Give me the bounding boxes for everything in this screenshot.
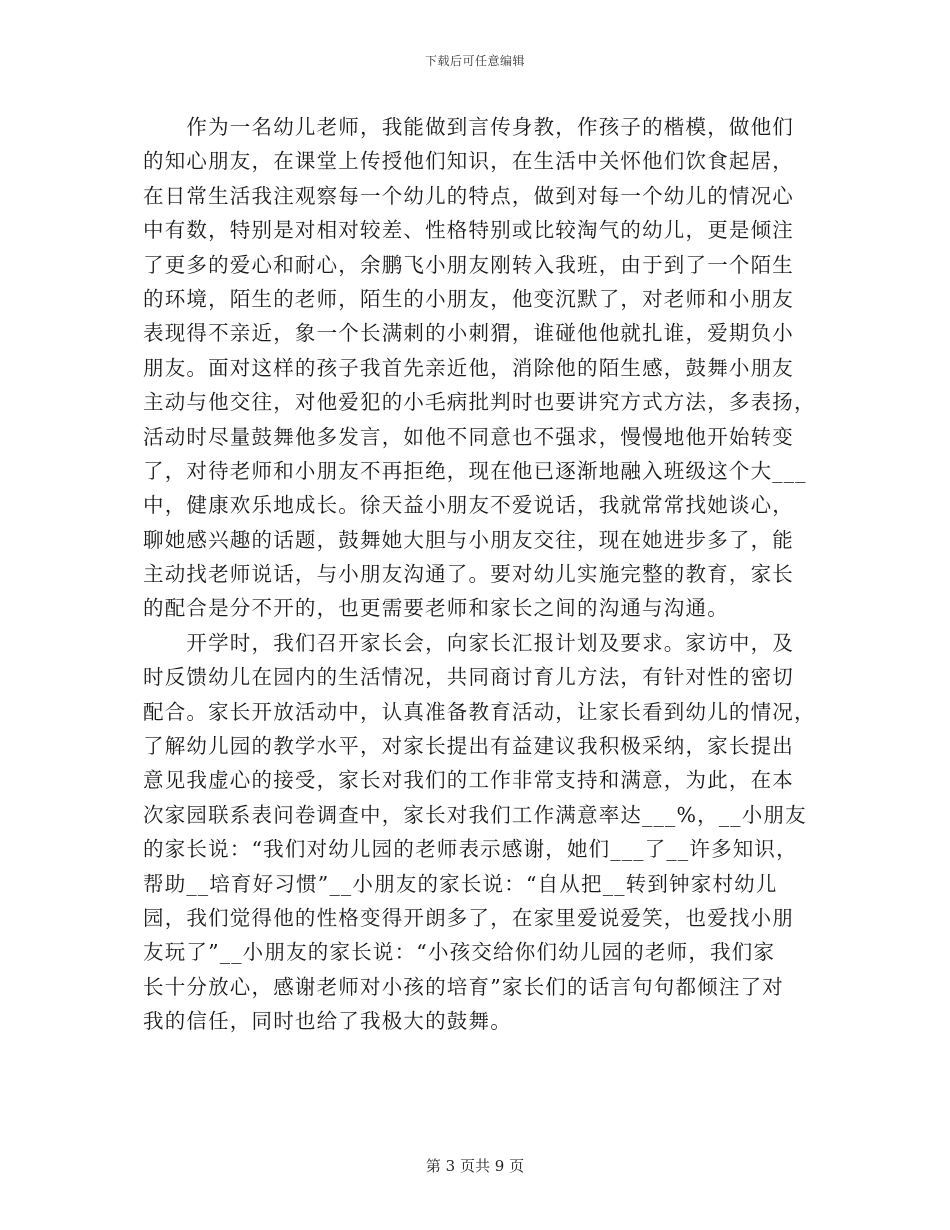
- text-line: 中有数，特别是对相对较差、性格特别或比较淘气的幼儿，更是倾注: [143, 218, 794, 243]
- text-line: 中，健康欢乐地成长。徐天益小朋友不爱说话，我就常常找她谈心，: [143, 493, 794, 518]
- text-line: 开学时，我们召开家长会，向家长汇报计划及要求。家访中，及: [143, 630, 794, 655]
- text-line: 的家长说：“我们对幼儿园的老师表示感谢，她们___了__许多知识，: [143, 837, 798, 862]
- text-line: 园，我们觉得他的性格变得开朗多了，在家里爱说爱笑，也爱找小朋: [143, 905, 794, 930]
- text-line: 长十分放心，感谢老师对小孩的培育”家长们的话言句句都倾注了对: [143, 974, 784, 999]
- text-line: 友玩了”__小朋友的家长说：“小孩交给你们幼儿园的老师，我们家: [143, 940, 776, 965]
- page-header: 下载后可任意编辑: [424, 54, 525, 68]
- text-line: 了解幼儿园的教学水平，对家长提出有益建议我积极采纳，家长提出: [143, 734, 794, 759]
- text-line: 了更多的爱心和耐心，余鹏飞小朋友刚转入我班，由于到了一个陌生: [143, 252, 794, 277]
- page-number-footer: 第 3 页共 9 页: [425, 1157, 525, 1175]
- text-line: 的环境，陌生的老师，陌生的小朋友，他变沉默了，对老师和小朋友: [143, 286, 794, 311]
- text-line: 时反馈幼儿在园内的生活情况，共同商讨育儿方法，有针对性的密切: [143, 665, 794, 690]
- text-line: 聊她感兴趣的话题，鼓舞她大胆与小朋友交往，现在她进步多了，能: [143, 527, 794, 552]
- text-line: 主动与他交往，对他爱犯的小毛病批判时也要讲究方式方法，多表扬，: [143, 390, 816, 415]
- text-line: 在日常生活我注观察每一个幼儿的特点，做到对每一个幼儿的情况心: [143, 183, 794, 208]
- text-line: 配合。家长开放活动中，认真准备教育活动，让家长看到幼儿的情况，: [143, 699, 816, 724]
- text-line: 次家园联系表问卷调查中，家长对我们工作满意率达___%，__小朋友: [143, 802, 807, 827]
- text-line: 的配合是分不开的，也更需要老师和家长之间的沟通与沟通。: [143, 596, 729, 621]
- text-line: 意见我虚心的接受，家长对我们的工作非常支持和满意，为此，在本: [143, 768, 794, 793]
- text-line: 主动找老师说话，与小朋友沟通了。要对幼儿实施完整的教育，家长: [143, 562, 794, 587]
- text-line: 的知心朋友，在课堂上传授他们知识，在生活中关怀他们饮食起居，: [143, 149, 794, 174]
- document-body: [143, 110, 816, 1039]
- text-line: 表现得不亲近，象一个长满刺的小刺猬，谁碰他他就扎谁，爱期负小: [143, 321, 794, 346]
- text-line: 帮助__培育好习惯”__小朋友的家长说：“自从把__转到钟家村幼儿: [143, 871, 778, 896]
- text-line: 活动时尽量鼓舞他多发言，如他不同意也不强求，慢慢地他开始转变: [143, 424, 794, 449]
- text-line: 朋友。面对这样的孩子我首先亲近他，消除他的陌生感，鼓舞小朋友: [143, 355, 794, 380]
- text-line: 我的信任，同时也给了我极大的鼓舞。: [143, 1009, 512, 1034]
- text-line: 了，对待老师和小朋友不再拒绝，现在他已逐渐地融入班级这个大___: [143, 458, 807, 483]
- text-line: 作为一名幼儿老师，我能做到言传身教，作孩子的楷模，做他们: [143, 115, 794, 139]
